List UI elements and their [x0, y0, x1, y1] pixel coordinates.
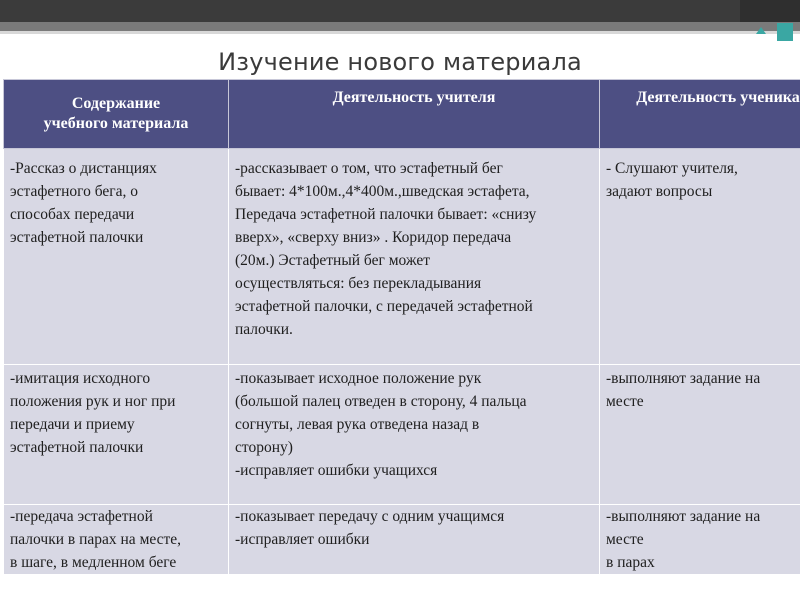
- header-line: Деятельность учителя: [332, 89, 496, 106]
- cell-line: положения рук и ног при: [10, 393, 176, 410]
- cell-line: передачи и приему: [10, 416, 135, 433]
- cell-line: (большой палец отведен в сторону, 4 пальца: [235, 393, 527, 410]
- cell-line: эстафетной палочки: [10, 229, 144, 246]
- cell-line: эстафетного бега, о: [10, 183, 139, 200]
- header-line: Содержание: [71, 95, 161, 112]
- cell-line: -рассказывает о том, что эстафетный бег: [235, 160, 503, 177]
- triangle-marker-icon: [756, 27, 766, 34]
- cell-line: -показывает исходное положение рук: [235, 370, 482, 387]
- cell-line: -передача эстафетной: [10, 508, 153, 525]
- header-line: учебного материала: [43, 115, 189, 132]
- teal-square-marker: [777, 23, 793, 41]
- cell-line: -выполняют задание на: [606, 508, 761, 525]
- cell-line: -выполняют задание на: [606, 370, 761, 387]
- cell-line: сторону): [235, 439, 293, 456]
- slide-title: Изучение нового материала: [218, 48, 582, 76]
- table-cell: [4, 505, 229, 575]
- cell-line: -исправляет ошибки учащихся: [235, 462, 438, 479]
- table-cell: [600, 149, 800, 365]
- table-cell: [4, 149, 229, 365]
- cell-line: месте: [606, 393, 644, 410]
- cell-line: вверх», «сверху вниз» . Коридор передача: [235, 229, 512, 246]
- cell-line: -имитация исходного: [10, 370, 151, 387]
- cell-line: (20м.) Эстафетный бег может: [235, 252, 431, 269]
- cell-line: задают вопросы: [606, 183, 713, 200]
- table-header-row: [4, 80, 800, 149]
- lesson-table: [3, 79, 800, 575]
- slide-stripe-light: [0, 31, 800, 34]
- slide-top-bar-accent: [740, 0, 800, 22]
- slide-top-bar: [0, 0, 800, 22]
- header-teacher: [229, 80, 600, 149]
- cell-line: -показывает передачу с одним учащимся: [235, 508, 505, 525]
- cell-line: -Рассказ о дистанциях: [10, 160, 157, 177]
- table-row: [4, 149, 800, 365]
- table-cell: [600, 365, 800, 505]
- cell-line: эстафетной палочки: [10, 439, 144, 456]
- table-cell: [600, 505, 800, 575]
- cell-line: в шаге, в медленном беге: [10, 554, 177, 571]
- cell-line: месте: [606, 531, 644, 548]
- cell-line: эстафетной палочки, с передачей эстафетной: [235, 298, 533, 315]
- cell-line: способах передачи: [10, 206, 135, 223]
- slide-stripe: [0, 22, 800, 31]
- cell-line: палочки в парах на месте,: [10, 531, 182, 548]
- cell-line: осуществляться: без перекладывания: [235, 275, 482, 292]
- cell-line: -исправляет ошибки: [235, 531, 370, 548]
- table-row: [4, 505, 800, 575]
- cell-line: бывает: 4*100м.,4*400м.,шведская эстафета,: [235, 183, 530, 200]
- table-cell: [4, 365, 229, 505]
- cell-line: палочки.: [235, 321, 293, 338]
- cell-line: в парах: [606, 554, 655, 571]
- cell-line: - Слушают учителя,: [606, 160, 738, 177]
- table-row: [4, 365, 800, 505]
- table-cell: [229, 505, 600, 575]
- header-content: [4, 80, 229, 149]
- header-line: Деятельность ученика: [636, 89, 800, 106]
- table-cell: [229, 149, 600, 365]
- cell-line: Передача эстафетной палочки бывает: «снизу: [235, 206, 537, 223]
- table-cell: [229, 365, 600, 505]
- cell-line: согнуты, левая рука отведена назад в: [235, 416, 480, 433]
- header-student: [600, 80, 800, 149]
